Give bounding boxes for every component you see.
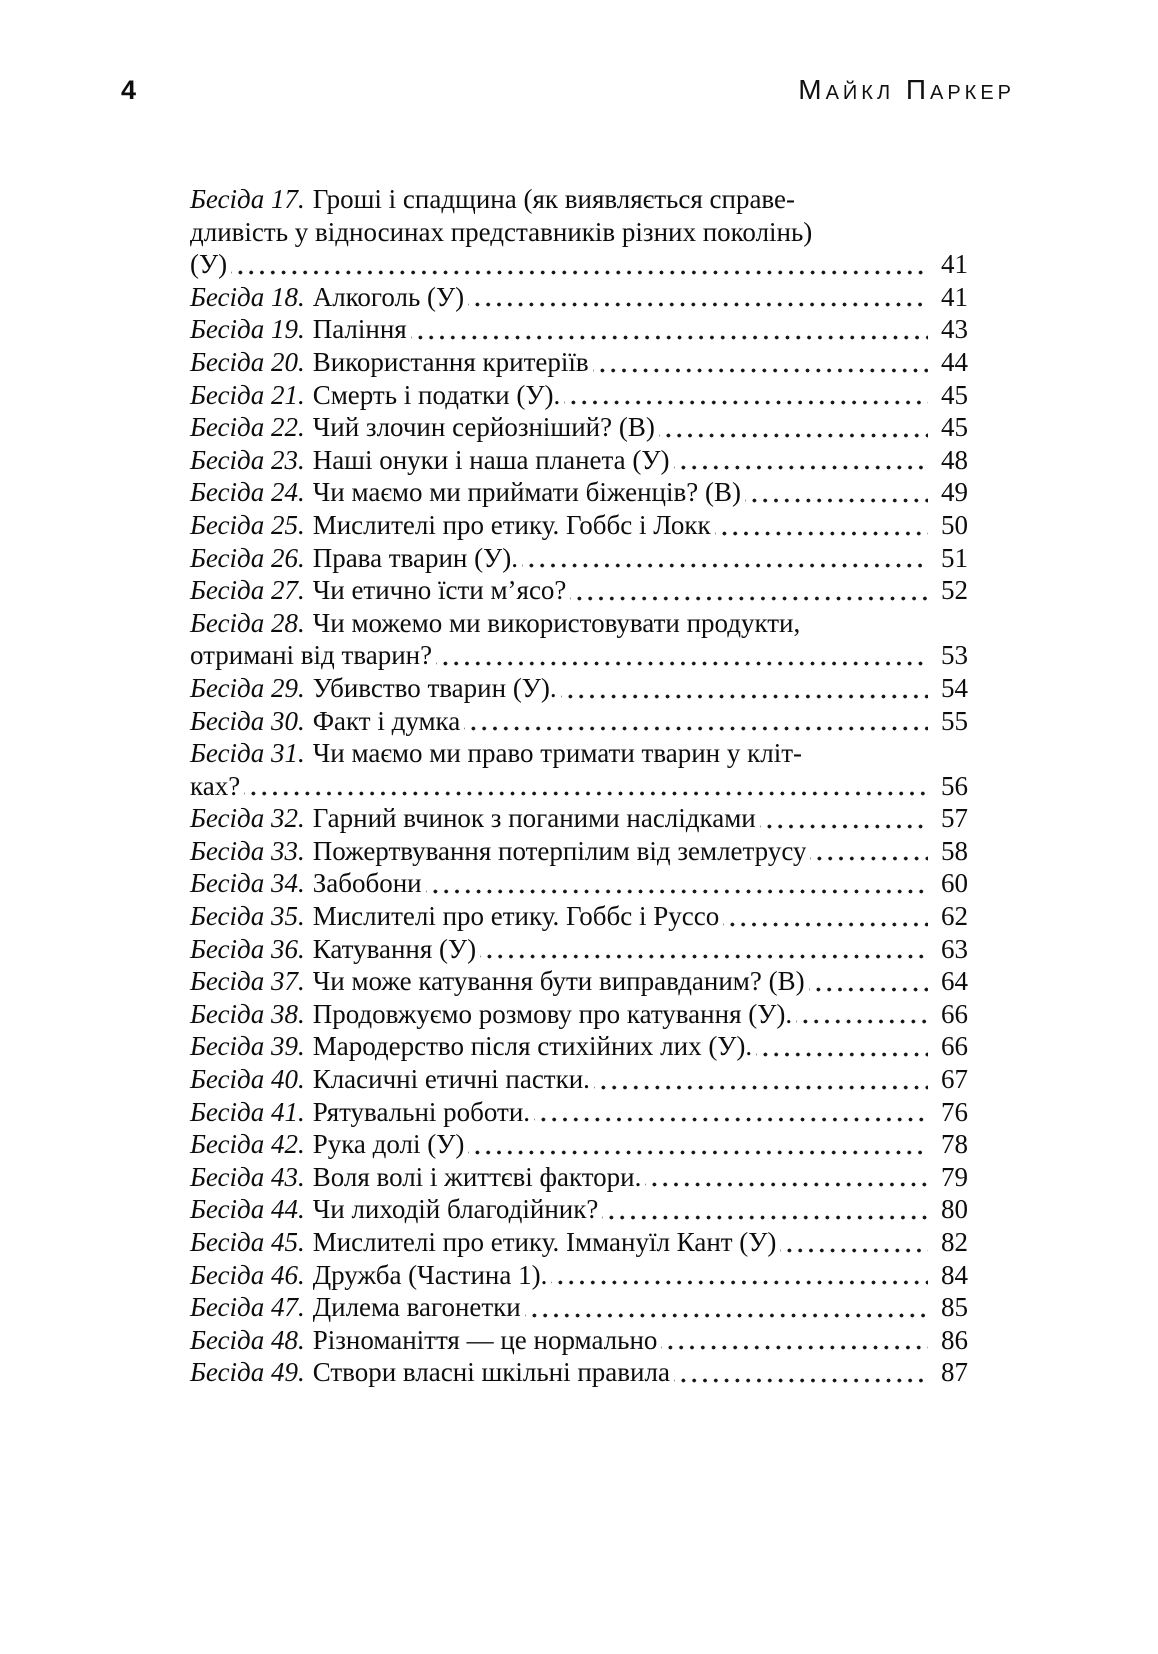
toc-entry [190,1096,968,1129]
dot-leader [468,281,928,314]
toc-entry-title: Воля волі і життєві фактори. [312,1161,642,1192]
toc-entry-title: Чий злочин серйозніший? (В) [312,412,655,443]
toc-entry [190,1259,968,1292]
toc-entry-page: 60 [941,868,968,899]
dot-leader [723,900,928,933]
dot-leader [645,1161,928,1194]
toc-entry-line [190,770,968,803]
toc-entry-title: Алкоголь (У) [312,281,465,312]
toc-entry-line [190,835,968,868]
dot-leader [602,1193,928,1226]
toc-entry-title: Чи етично їсти м’ясо? [312,575,567,606]
dot-leader [534,1096,928,1129]
toc-entry-label: Бесіда 20. [190,346,305,377]
dot-leader [522,542,928,575]
toc-entry-title: Створи власні шкільні правила [312,1357,670,1388]
toc-entry-title: Забобони [312,868,422,899]
dot-leader [464,705,928,738]
toc-entry-title: Чи можемо ми використовувати продукти, [312,607,801,638]
toc-entry-label: Бесіда 40. [190,1064,305,1095]
toc-entry [190,672,968,705]
toc-entry-line [190,867,968,900]
toc-entry-page: 49 [941,477,968,508]
dot-leader [780,1226,928,1259]
dot-leader [809,965,928,998]
toc-entry-label: Бесіда 22. [190,412,305,443]
dot-leader [244,770,928,803]
dot-leader [810,835,928,868]
toc-entry-title: Убивство тварин (У). [312,672,557,703]
toc-entry-title: Використання критеріїв [312,346,589,377]
toc-entry [190,933,968,966]
toc-entry-page: 54 [941,672,968,703]
toc-entry [190,411,968,444]
toc-entry [190,737,968,802]
toc-entry-line [190,509,968,542]
dot-leader [525,1291,928,1324]
toc-entry-line [190,346,968,379]
toc-entry-title: Мислителі про етику. Гоббс і Локк [312,509,711,540]
dot-leader [715,509,928,542]
toc-entry [190,574,968,607]
toc-entry-title: Мислителі про етику. Гоббс і Руссо [312,901,720,932]
toc-entry-label: Бесіда 29. [190,672,305,703]
toc-entry-label: Бесіда 35. [190,901,305,932]
toc-entry-line [190,248,968,281]
toc-entry-line [190,216,968,249]
toc-entry-label: Бесіда 47. [190,1292,305,1323]
toc-entry-page: 85 [941,1292,968,1323]
toc-entry-title: Смерть і податки (У). [312,379,561,410]
toc-entry-page: 48 [941,444,968,475]
toc-entry-label: Бесіда 43. [190,1161,305,1192]
toc-entry [190,183,968,281]
dot-leader [231,248,928,281]
toc-entry-page: 87 [941,1357,968,1388]
toc-entry-page: 64 [941,966,968,997]
toc-entry-label: Бесіда 39. [190,1031,305,1062]
toc-list [190,183,968,1389]
toc-entry [190,867,968,900]
toc-entry-page: 67 [941,1064,968,1095]
toc-entry-title: Рука долі (У) [312,1129,465,1160]
toc-entry-label: Бесіда 24. [190,477,305,508]
toc-entry-title: Чи маємо ми право тримати тварин у кліт- [312,738,803,769]
toc-entry-title: Гроші і спадщина (як виявляється справе- [312,184,795,214]
toc-entry [190,1030,968,1063]
toc-entry [190,1193,968,1226]
toc-entry-title: дливість у відносинах представників різних поколінь) [190,216,813,247]
toc-entry-label: Бесіда 30. [190,705,305,736]
toc-entry [190,607,968,672]
dot-leader [480,933,928,966]
toc-entry-title: ках? [190,770,241,801]
toc-entry-line [190,379,968,412]
toc-entry-line [190,607,968,640]
toc-entry-page: 58 [941,835,968,866]
toc-entry [190,346,968,379]
toc-entry-title: Чи маємо ми приймати біженців? (В) [312,477,741,508]
toc-entry-title: Паління [312,314,407,345]
toc-entry-line [190,737,968,770]
toc-entry-line [190,672,968,705]
toc-entry-label: Бесіда 36. [190,933,305,964]
toc-entry-line [190,639,968,672]
toc-entry-title: Пожертвування потерпілим від землетрусу [312,835,807,866]
toc-entry-page: 78 [941,1129,968,1160]
toc-entry-page: 52 [941,575,968,606]
toc-entry-label: Бесіда 45. [190,1227,305,1257]
toc-entry-line [190,542,968,575]
toc-entry-line [190,1030,968,1063]
toc-entry-page: 44 [941,346,968,377]
toc-entry-page: 56 [941,770,968,801]
toc-entry-page: 45 [941,412,968,443]
toc-entry [190,900,968,933]
toc-entry [190,1063,968,1096]
toc-entry [190,998,968,1031]
dot-leader [593,346,928,379]
dot-leader [594,1063,928,1096]
toc-entry-title: Мислителі про етику. Іммануїл Кант (У) [312,1227,777,1257]
toc-entry-label: Бесіда 41. [190,1096,305,1127]
toc-entry-line [190,444,968,477]
toc-entry-page: 79 [941,1161,968,1192]
toc-entry-page: 53 [941,640,968,671]
toc-entry-page: 86 [941,1324,968,1355]
toc-entry [190,835,968,868]
dot-leader [411,313,928,346]
toc-entry-line [190,1128,968,1161]
toc-entry-page: 63 [941,933,968,964]
dot-leader [551,1259,928,1292]
toc-entry-label: Бесіда 37. [190,966,305,997]
toc-entry-title: Мародерство після стихійних лих (У). [312,1031,753,1062]
toc-entry [190,281,968,314]
dot-leader [659,411,928,444]
toc-entry-label: Бесіда 21. [190,379,305,410]
toc-entry-title: отримані від тварин? [190,640,433,671]
toc-entry-page: 50 [941,509,968,540]
toc-entry-label: Бесіда 17. [190,184,305,214]
toc-entry-title: Дружба (Частина 1). [312,1259,548,1290]
toc-entry [190,1226,968,1259]
toc-entry-line [190,183,968,216]
toc-entry-line [190,965,968,998]
dot-leader [745,476,928,509]
toc-entry-label: Бесіда 31. [190,738,305,769]
toc-entry-line [190,574,968,607]
toc-entry-label: Бесіда 33. [190,835,305,866]
toc-entry-line [190,1063,968,1096]
dot-leader [426,867,928,900]
toc-entry [190,1128,968,1161]
toc-entry-label: Бесіда 23. [190,444,305,475]
toc-entry [190,802,968,835]
toc-entry-label: Бесіда 44. [190,1194,305,1225]
toc-entry-label: Бесіда 18. [190,281,305,312]
toc-entry-line [190,802,968,835]
toc-entry [190,1356,968,1389]
dot-leader [468,1128,928,1161]
toc-entry-title: Класичні етичні пастки. [312,1064,590,1095]
toc-entry-page: 51 [941,542,968,573]
dot-leader [661,1324,928,1357]
toc-entry-label: Бесіда 48. [190,1324,305,1355]
toc-entry [190,444,968,477]
toc-entry-line [190,1193,968,1226]
toc-entry-line [190,313,968,346]
toc-entry-line [190,998,968,1031]
toc-entry-page: 76 [941,1096,968,1127]
dot-leader [796,998,928,1031]
toc-entry-label: Бесіда 26. [190,542,305,573]
toc-entry-page: 45 [941,379,968,410]
toc-entry-line [190,900,968,933]
toc-entry-line [190,705,968,738]
toc-entry-line [190,411,968,444]
toc-entry-line [190,476,968,509]
toc-entry-title: Дилема вагонетки [312,1292,521,1323]
toc-entry-page: 66 [941,998,968,1029]
toc-entry-page: 66 [941,1031,968,1062]
page-number: 4 [121,75,137,105]
toc-entry-page: 82 [941,1227,968,1257]
toc-entry-line [190,1324,968,1357]
toc-entry-label: Бесіда 25. [190,509,305,540]
toc-entry [190,705,968,738]
toc-entry [190,379,968,412]
running-title: Майкл Паркер [798,74,1015,105]
toc-entry-title: Продовжуємо розмову про катування (У). [312,998,793,1029]
toc-entry-line [190,933,968,966]
toc-entry-page: 41 [941,249,968,280]
dot-leader [674,444,928,477]
toc-entry-page: 41 [941,281,968,312]
toc-entry-label: Бесіда 34. [190,868,305,899]
dot-leader [760,802,928,835]
toc-entry [190,1161,968,1194]
toc-entry-title: Катування (У) [312,933,477,964]
toc-entry-label: Бесіда 49. [190,1357,305,1388]
toc-entry [190,542,968,575]
toc-entry-page: 62 [941,901,968,932]
toc-entry-line [190,1161,968,1194]
page-header [0,74,1158,106]
toc-entry-title: Наші онуки і наша планета (У) [312,444,670,475]
toc-entry-label: Бесіда 38. [190,998,305,1029]
dot-leader [564,379,928,412]
toc-entry [190,1291,968,1324]
toc-entry-page: 57 [941,803,968,834]
toc-entry-line [190,1356,968,1389]
dot-leader [570,574,928,607]
dot-leader [756,1030,928,1063]
toc-entry-label: Бесіда 42. [190,1129,305,1160]
toc-entry-title: Рятувальні роботи. [312,1096,531,1127]
toc-entry-label: Бесіда 19. [190,314,305,345]
dot-leader [674,1356,928,1389]
toc-entry-title: (У) [190,249,228,280]
toc-entry [190,509,968,542]
toc-entry-line [190,1096,968,1129]
toc-entry-title: Права тварин (У). [312,542,518,573]
table-of-contents [190,183,968,1389]
toc-entry-line [190,281,968,314]
toc-entry-title: Різноманіття — це нормально [312,1324,658,1355]
dot-leader [561,672,928,705]
toc-entry-page: 84 [941,1259,968,1290]
toc-entry-line [190,1259,968,1292]
toc-entry-page: 80 [941,1194,968,1225]
toc-entry-line [190,1291,968,1324]
toc-entry-title: Чи лиходій благодійник? [312,1194,599,1225]
toc-entry [190,965,968,998]
toc-entry-page: 55 [941,705,968,736]
toc-entry-page: 43 [941,314,968,345]
toc-entry-label: Бесіда 32. [190,803,305,834]
toc-entry-title: Факт і думка [312,705,461,736]
toc-entry [190,476,968,509]
toc-entry [190,1324,968,1357]
toc-entry-label: Бесіда 28. [190,607,305,638]
toc-entry-title: Чи може катування бути виправданим? (В) [312,966,805,997]
toc-entry [190,313,968,346]
toc-entry-label: Бесіда 46. [190,1259,305,1290]
toc-entry-line [190,1226,968,1259]
dot-leader [436,639,928,672]
toc-entry-title: Гарний вчинок з поганими наслідками [312,803,756,834]
toc-entry-label: Бесіда 27. [190,575,305,606]
